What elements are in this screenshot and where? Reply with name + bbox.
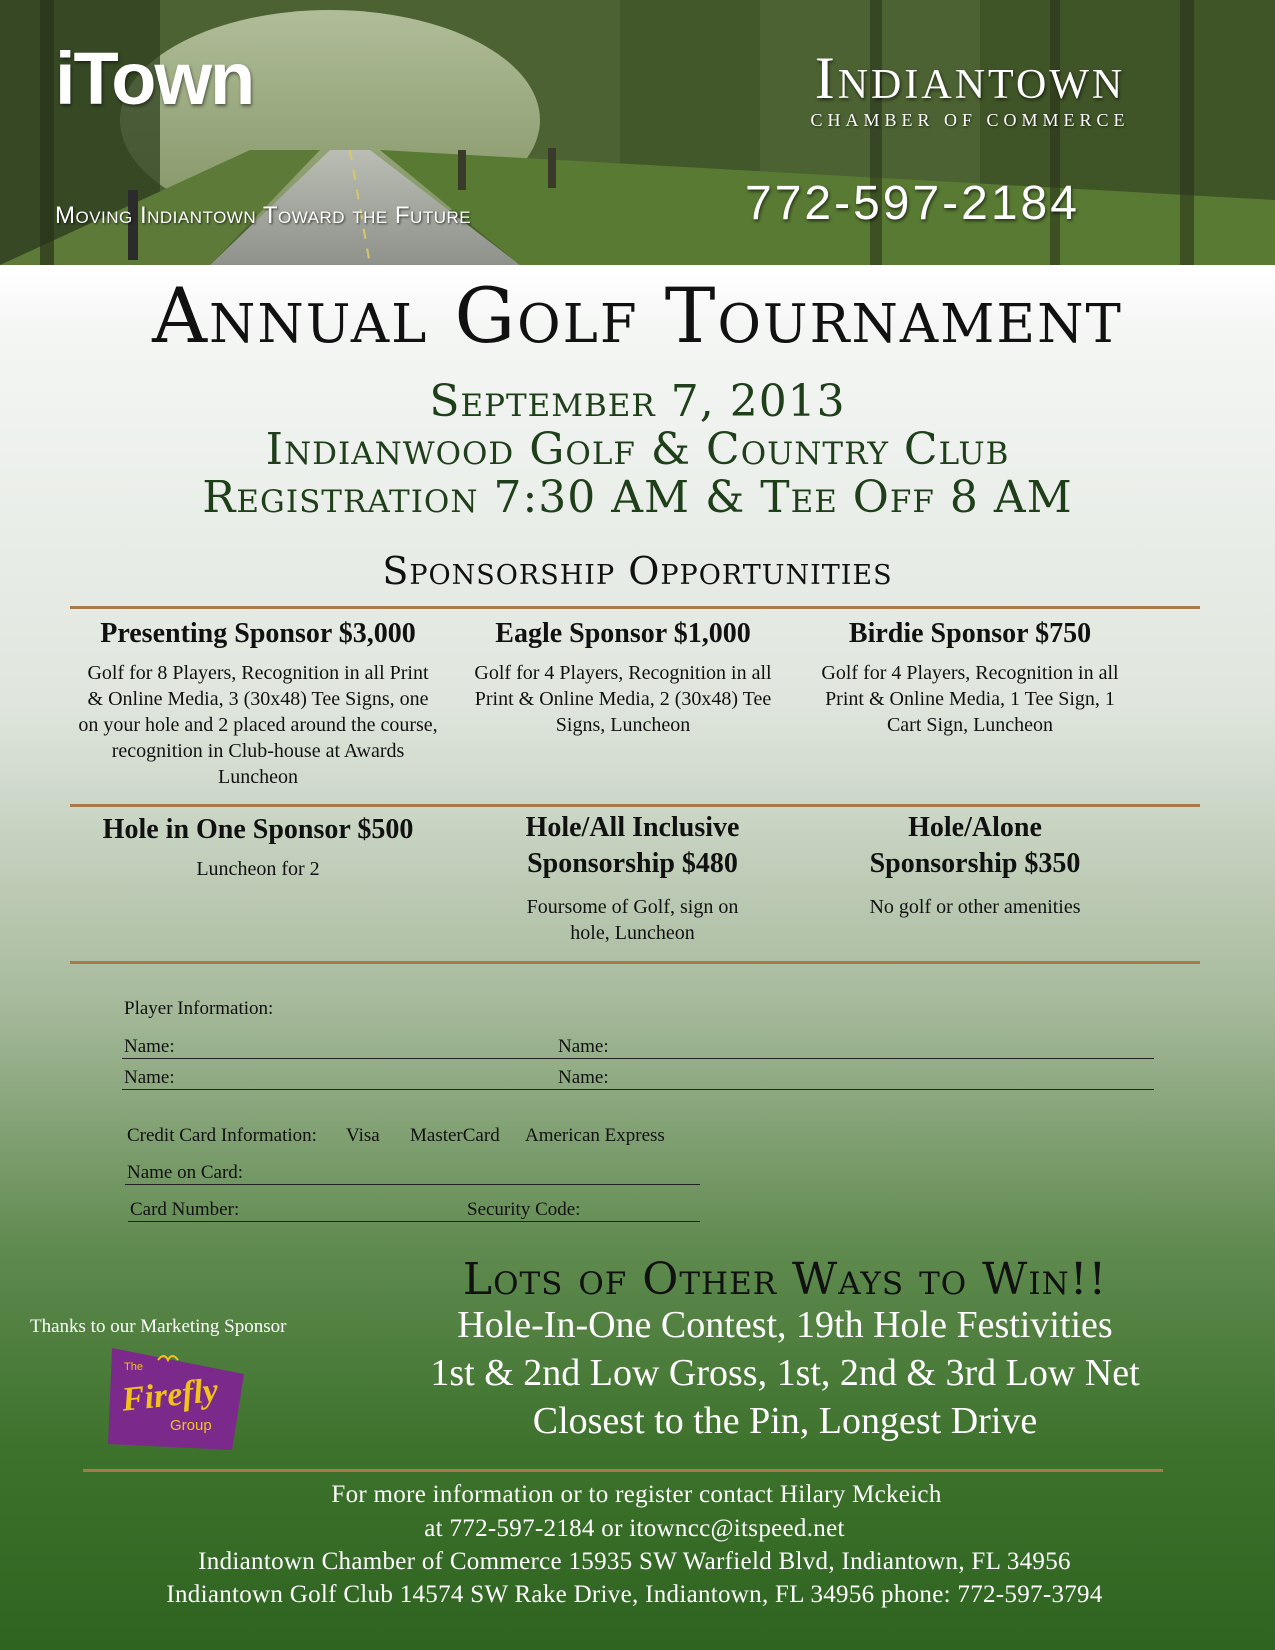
player-name-field[interactable] bbox=[562, 1058, 1154, 1059]
name-on-card-label: Name on Card: bbox=[127, 1162, 244, 1183]
sponsor-tier-description: Golf for 8 Players, Recognition in all Print & Online Media, 3 (30x48) Tee Signs, one on your hole and 2 placed around the course, recognition in Club-house at Awards Luncheon bbox=[78, 662, 438, 788]
itown-logo: iTown bbox=[55, 37, 254, 120]
chamber-phone: 772-597-2184 bbox=[745, 177, 1080, 230]
credit-card-info-label: Credit Card Information: bbox=[127, 1125, 317, 1146]
sponsor-tier-presenting bbox=[78, 616, 438, 790]
player-name-field[interactable] bbox=[122, 1089, 562, 1090]
sponsor-tier-title: Presenting Sponsor $3,000 bbox=[100, 618, 416, 649]
sponsorship-heading: Sponsorship Opportunities bbox=[382, 549, 893, 593]
sponsor-tier-description: Luncheon for 2 bbox=[196, 858, 320, 880]
sponsor-tier-eagle bbox=[443, 616, 803, 738]
golf-club-address-line: Indiantown Golf Club 14574 SW Rake Drive, Indiantown, FL 34956 phone: 772-597-3794 bbox=[166, 1581, 1103, 1608]
card-type-mastercard[interactable]: MasterCard bbox=[410, 1125, 500, 1146]
sponsor-tier-title: Birdie Sponsor $750 bbox=[848, 618, 1092, 649]
player-name-label: Name: bbox=[558, 1036, 609, 1057]
player-name-label: Name: bbox=[124, 1036, 175, 1057]
prizes-heading: Lots of Other Ways to Win!! bbox=[462, 1254, 1108, 1305]
firefly-logo-the: The bbox=[124, 1361, 143, 1373]
divider-rule bbox=[70, 961, 1200, 964]
contact-line: at 772-597-2184 or itowncc@itspeed.net bbox=[424, 1515, 845, 1542]
firefly-logo-name: Firefly bbox=[120, 1371, 220, 1419]
sponsor-tier-hole-in-one bbox=[78, 812, 438, 882]
event-date: September 7, 2013 bbox=[429, 376, 846, 427]
sponsor-tier-title: Hole/Alone Sponsorship $350 bbox=[869, 812, 1081, 879]
card-type-visa[interactable]: Visa bbox=[346, 1125, 380, 1146]
divider-rule bbox=[70, 606, 1200, 609]
event-times: Registration 7:30 AM & Tee Off 8 AM bbox=[202, 472, 1073, 523]
sponsor-tier-description: No golf or other amenities bbox=[869, 896, 1081, 918]
player-name-label: Name: bbox=[124, 1067, 175, 1088]
firefly-group-logo bbox=[108, 1348, 244, 1450]
sponsor-tier-hole-alone bbox=[840, 810, 1110, 920]
player-name-field[interactable] bbox=[122, 1058, 562, 1059]
sponsor-tier-title: Hole/All Inclusive Sponsorship $480 bbox=[525, 812, 740, 879]
security-code-label: Security Code: bbox=[467, 1199, 581, 1220]
player-name-field[interactable] bbox=[562, 1089, 1154, 1090]
sponsor-tier-description: Foursome of Golf, sign on hole, Luncheon bbox=[526, 896, 739, 944]
marketing-sponsor-thanks: Thanks to our Marketing Sponsor bbox=[30, 1316, 287, 1337]
player-name-label: Name: bbox=[558, 1067, 609, 1088]
sponsor-tier-title: Eagle Sponsor $1,000 bbox=[495, 618, 751, 649]
security-code-field[interactable] bbox=[463, 1221, 700, 1222]
sponsor-tier-hole-all-inclusive bbox=[495, 810, 770, 946]
chamber-name: Indiantown bbox=[814, 45, 1126, 111]
event-venue: Indianwood Golf & Country Club bbox=[265, 424, 1010, 475]
header-banner bbox=[0, 0, 1275, 265]
card-type-american-express[interactable]: American Express bbox=[525, 1125, 665, 1146]
divider-rule bbox=[70, 804, 1200, 807]
itown-tagline: Moving Indiantown Toward the Future bbox=[55, 202, 472, 229]
divider-rule bbox=[83, 1469, 1163, 1472]
chamber-address-line: Indiantown Chamber of Commerce 15935 SW Warfield Blvd, Indiantown, FL 34956 bbox=[198, 1548, 1071, 1575]
sponsor-tier-description: Golf for 4 Players, Recognition in all Print & Online Media, 2 (30x48) Tee Signs, Luncheon bbox=[474, 662, 772, 736]
sponsor-tier-description: Golf for 4 Players, Recognition in all Print & Online Media, 1 Tee Sign, 1 Cart Sign, Luncheon bbox=[821, 662, 1119, 736]
prize-line: Closest to the Pin, Longest Drive bbox=[532, 1400, 1038, 1442]
card-number-field[interactable] bbox=[128, 1221, 463, 1222]
name-on-card-field[interactable] bbox=[125, 1184, 700, 1185]
prize-line: 1st & 2nd Low Gross, 1st, 2nd & 3rd Low Net bbox=[430, 1352, 1140, 1394]
sponsor-tier-title: Hole in One Sponsor $500 bbox=[102, 814, 414, 845]
player-info-label: Player Information: bbox=[124, 998, 274, 1019]
event-title: Annual Golf Tournament bbox=[152, 271, 1123, 360]
sponsor-tier-birdie bbox=[810, 616, 1130, 738]
card-number-label: Card Number: bbox=[130, 1199, 240, 1220]
chamber-subtitle: CHAMBER OF COMMERCE bbox=[810, 110, 1130, 130]
contact-line: For more information or to register contact Hilary Mckeich bbox=[331, 1481, 942, 1508]
firefly-logo-group: Group bbox=[170, 1417, 212, 1434]
prize-line: Hole-In-One Contest, 19th Hole Festivities bbox=[457, 1304, 1113, 1346]
